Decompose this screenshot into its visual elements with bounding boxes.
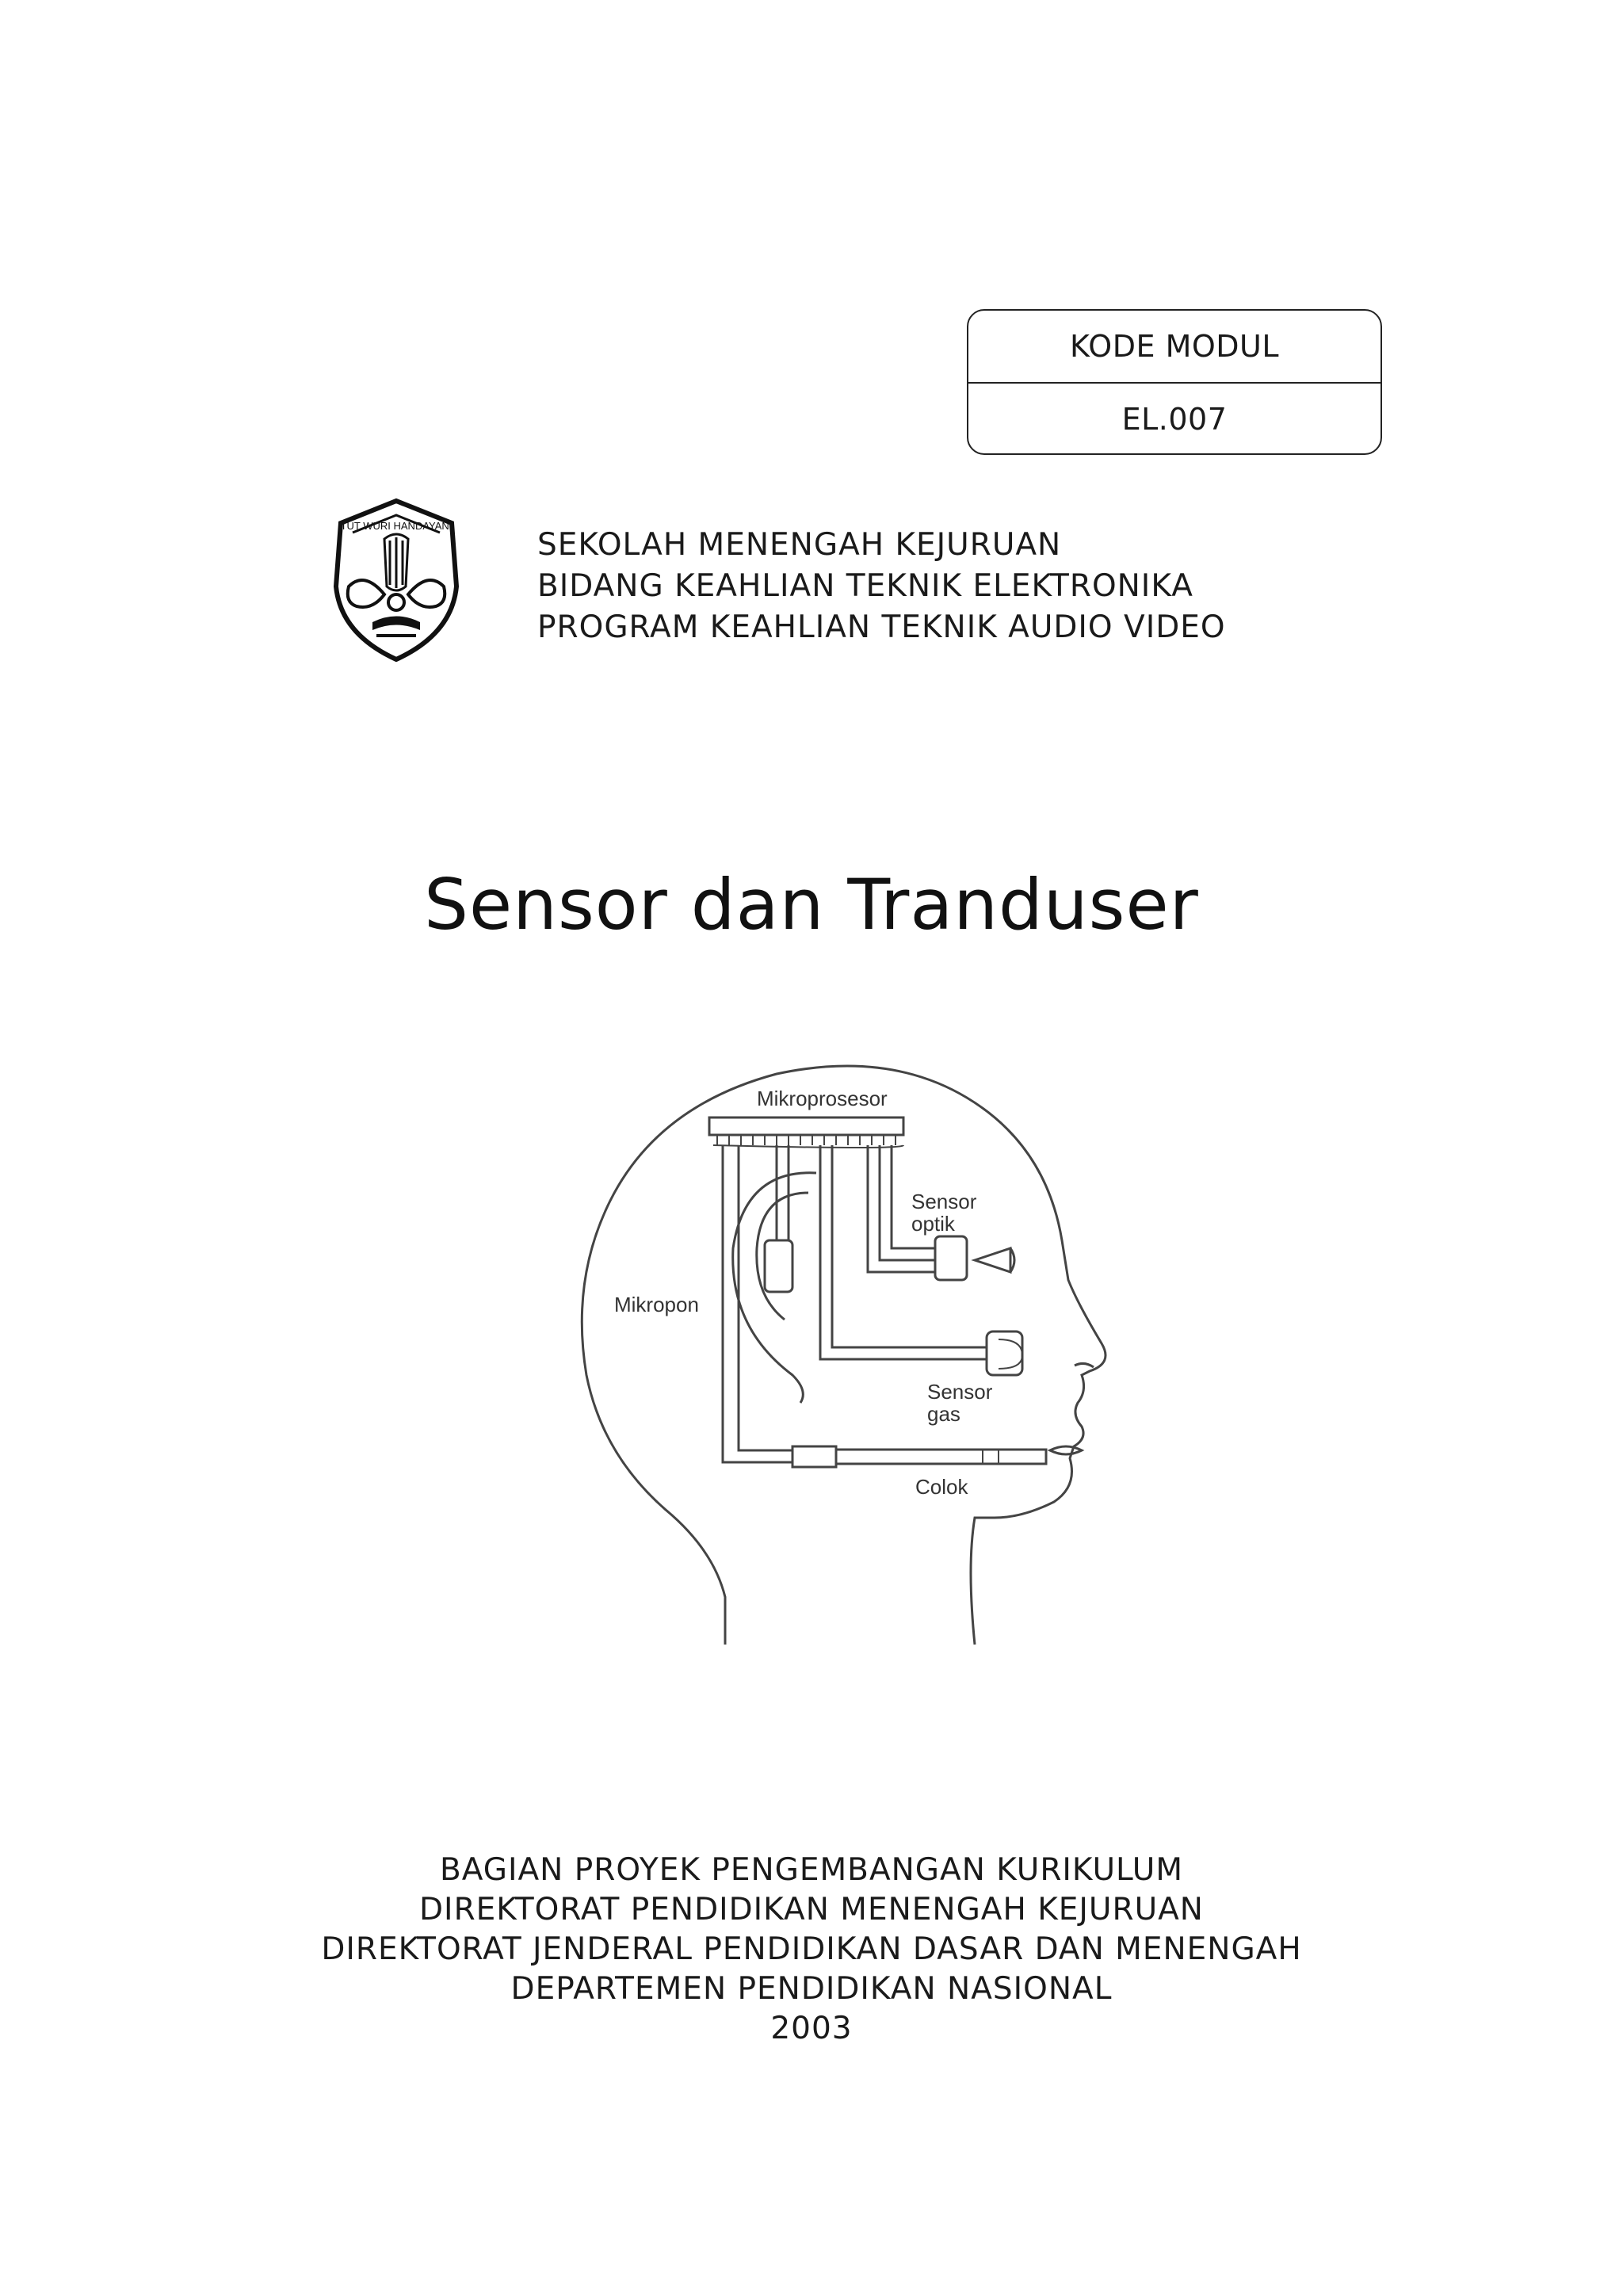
header-line-program: PROGRAM KEAHLIAN TEKNIK AUDIO VIDEO — [537, 609, 1226, 645]
institution-logo — [317, 491, 475, 670]
page-title: Sensor dan Tranduser — [424, 864, 1199, 946]
probe — [792, 1446, 836, 1467]
logo-motto: TUT WURI HANDAYANI — [340, 520, 453, 532]
label-gas-sensor-2: gas — [927, 1402, 960, 1426]
publisher-footer — [0, 1851, 1623, 2049]
microprocessor-chip — [709, 1117, 903, 1135]
label-gas-sensor-1: Sensor — [927, 1380, 993, 1404]
footer-year: 2003 — [770, 2011, 853, 2046]
label-probe: Colok — [915, 1475, 968, 1499]
label-microprocessor: Mikroprosesor — [757, 1087, 888, 1110]
optical-sensor — [935, 1236, 967, 1280]
label-optical-sensor-1: Sensor — [911, 1190, 977, 1213]
microphone — [765, 1240, 792, 1292]
ear-outline — [733, 1173, 816, 1403]
footer-line-general-directorate: DIREKTORAT JENDERAL PENDIDIKAN DASAR DAN MENENGAH — [321, 1931, 1302, 1967]
school-header — [537, 525, 1226, 648]
footer-line-project: BAGIAN PROYEK PENGEMBANGAN KURIKULUM — [440, 1852, 1183, 1888]
footer-line-directorate: DIREKTORAT PENDIDIKAN MENENGAH KEJURUAN — [419, 1892, 1204, 1927]
module-code-box — [967, 309, 1382, 455]
footer-line-department: DEPARTEMEN PENDIDIKAN NASIONAL — [510, 1971, 1113, 2007]
header-line-field: BIDANG KEAHLIAN TEKNIK ELEKTRONIKA — [537, 568, 1193, 604]
module-code-value: EL.007 — [1121, 402, 1228, 437]
label-optical-sensor-2: optik — [911, 1212, 955, 1236]
module-code-label: KODE MODUL — [968, 311, 1381, 384]
label-microphone: Mikropon — [614, 1293, 699, 1316]
header-line-school: SEKOLAH MENENGAH KEJURUAN — [537, 527, 1062, 563]
head-sensor-illustration — [555, 1042, 1173, 1660]
head-outline — [582, 1066, 1106, 1645]
